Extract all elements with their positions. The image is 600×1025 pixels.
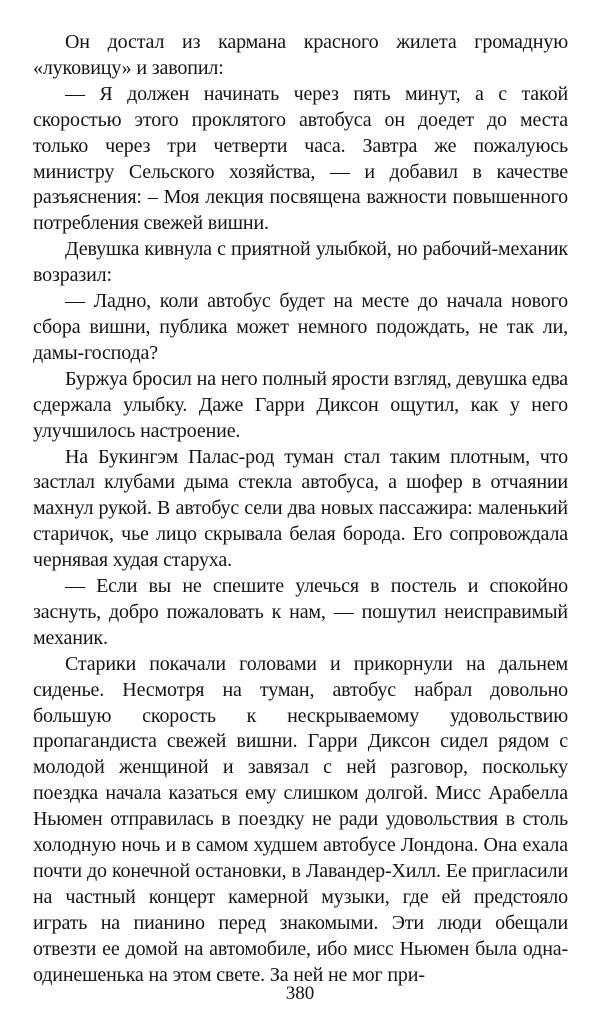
paragraph: — Я должен начинать через пять минут, а с такой скоростью этого проклятого автобуса он доедет до места только через три четверти часа. Завтра же пожалуюсь министру Сельского хозяйства, — и добавил в качестве разъяснения: – Моя лекция посвящена важности повышенного потребления свежей вишни. (33, 82, 568, 235)
paragraph: Буржуа бросил на него полный ярости взгляд, девушка едва сдержала улыбку. Даже Гарри Диксон ощутил, как у него улучшилось настроение. (33, 367, 568, 442)
page-body (33, 30, 568, 989)
paragraph: — Ладно, коли автобус будет на месте до начала нового сбора вишни, публика может немного подождать, не так ли, дамы-господа? (33, 290, 568, 364)
paragraph: Девушка кивнула с приятной улыбкой, но рабочий-механик возразил: (33, 238, 568, 287)
paragraph: Он достал из кармана красного жилета громадную «луковицу» и завопил: (33, 31, 568, 79)
paragraph: — Если вы не спешите улечься в постель и спокойно заснуть, добро пожаловать к нам, — пошутил неисправимый механик. (33, 575, 568, 649)
paragraph: На Букингэм Палас-род туман стал таким плотным, что застлал клубами дыма стекла автобуса, а шофер в отчаянии махнул рукой. В автобус сели два новых пассажира: маленький старичок, чье лицо скрывала белая борода. Его сопровождала чернявая худая старуха. (33, 445, 568, 572)
page-number: 380 (285, 983, 315, 1004)
paragraph: Старики покачали головами и прикорнули на дальнем сиденье. Несмотря на туман, автобус набрал довольно большую скорость к нескрываемому удовольствию пропагандиста свежей вишни. Гарри Диксон сидел рядом с молодой женщиной и завязал с ней разговор, поскольку поездка начала казаться ему слишком долгой. Мисс Арабелла Ньюмен отправилась в поездку не ради удовольствия в столь холодную ночь и в самом худшем автобусе Лондона. Она ехала почти до конечной остановки, в Лавандер-Хилл. Ее пригласили на частный концерт камерной музыки, где ей предстояло играть на пианино перед знакомыми. Эти люди обещали отвезти ее домой на автомобиле, ибо мисс Ньюмен была одна-одинешенька на этом свете. За ней не мог при- (33, 652, 568, 986)
